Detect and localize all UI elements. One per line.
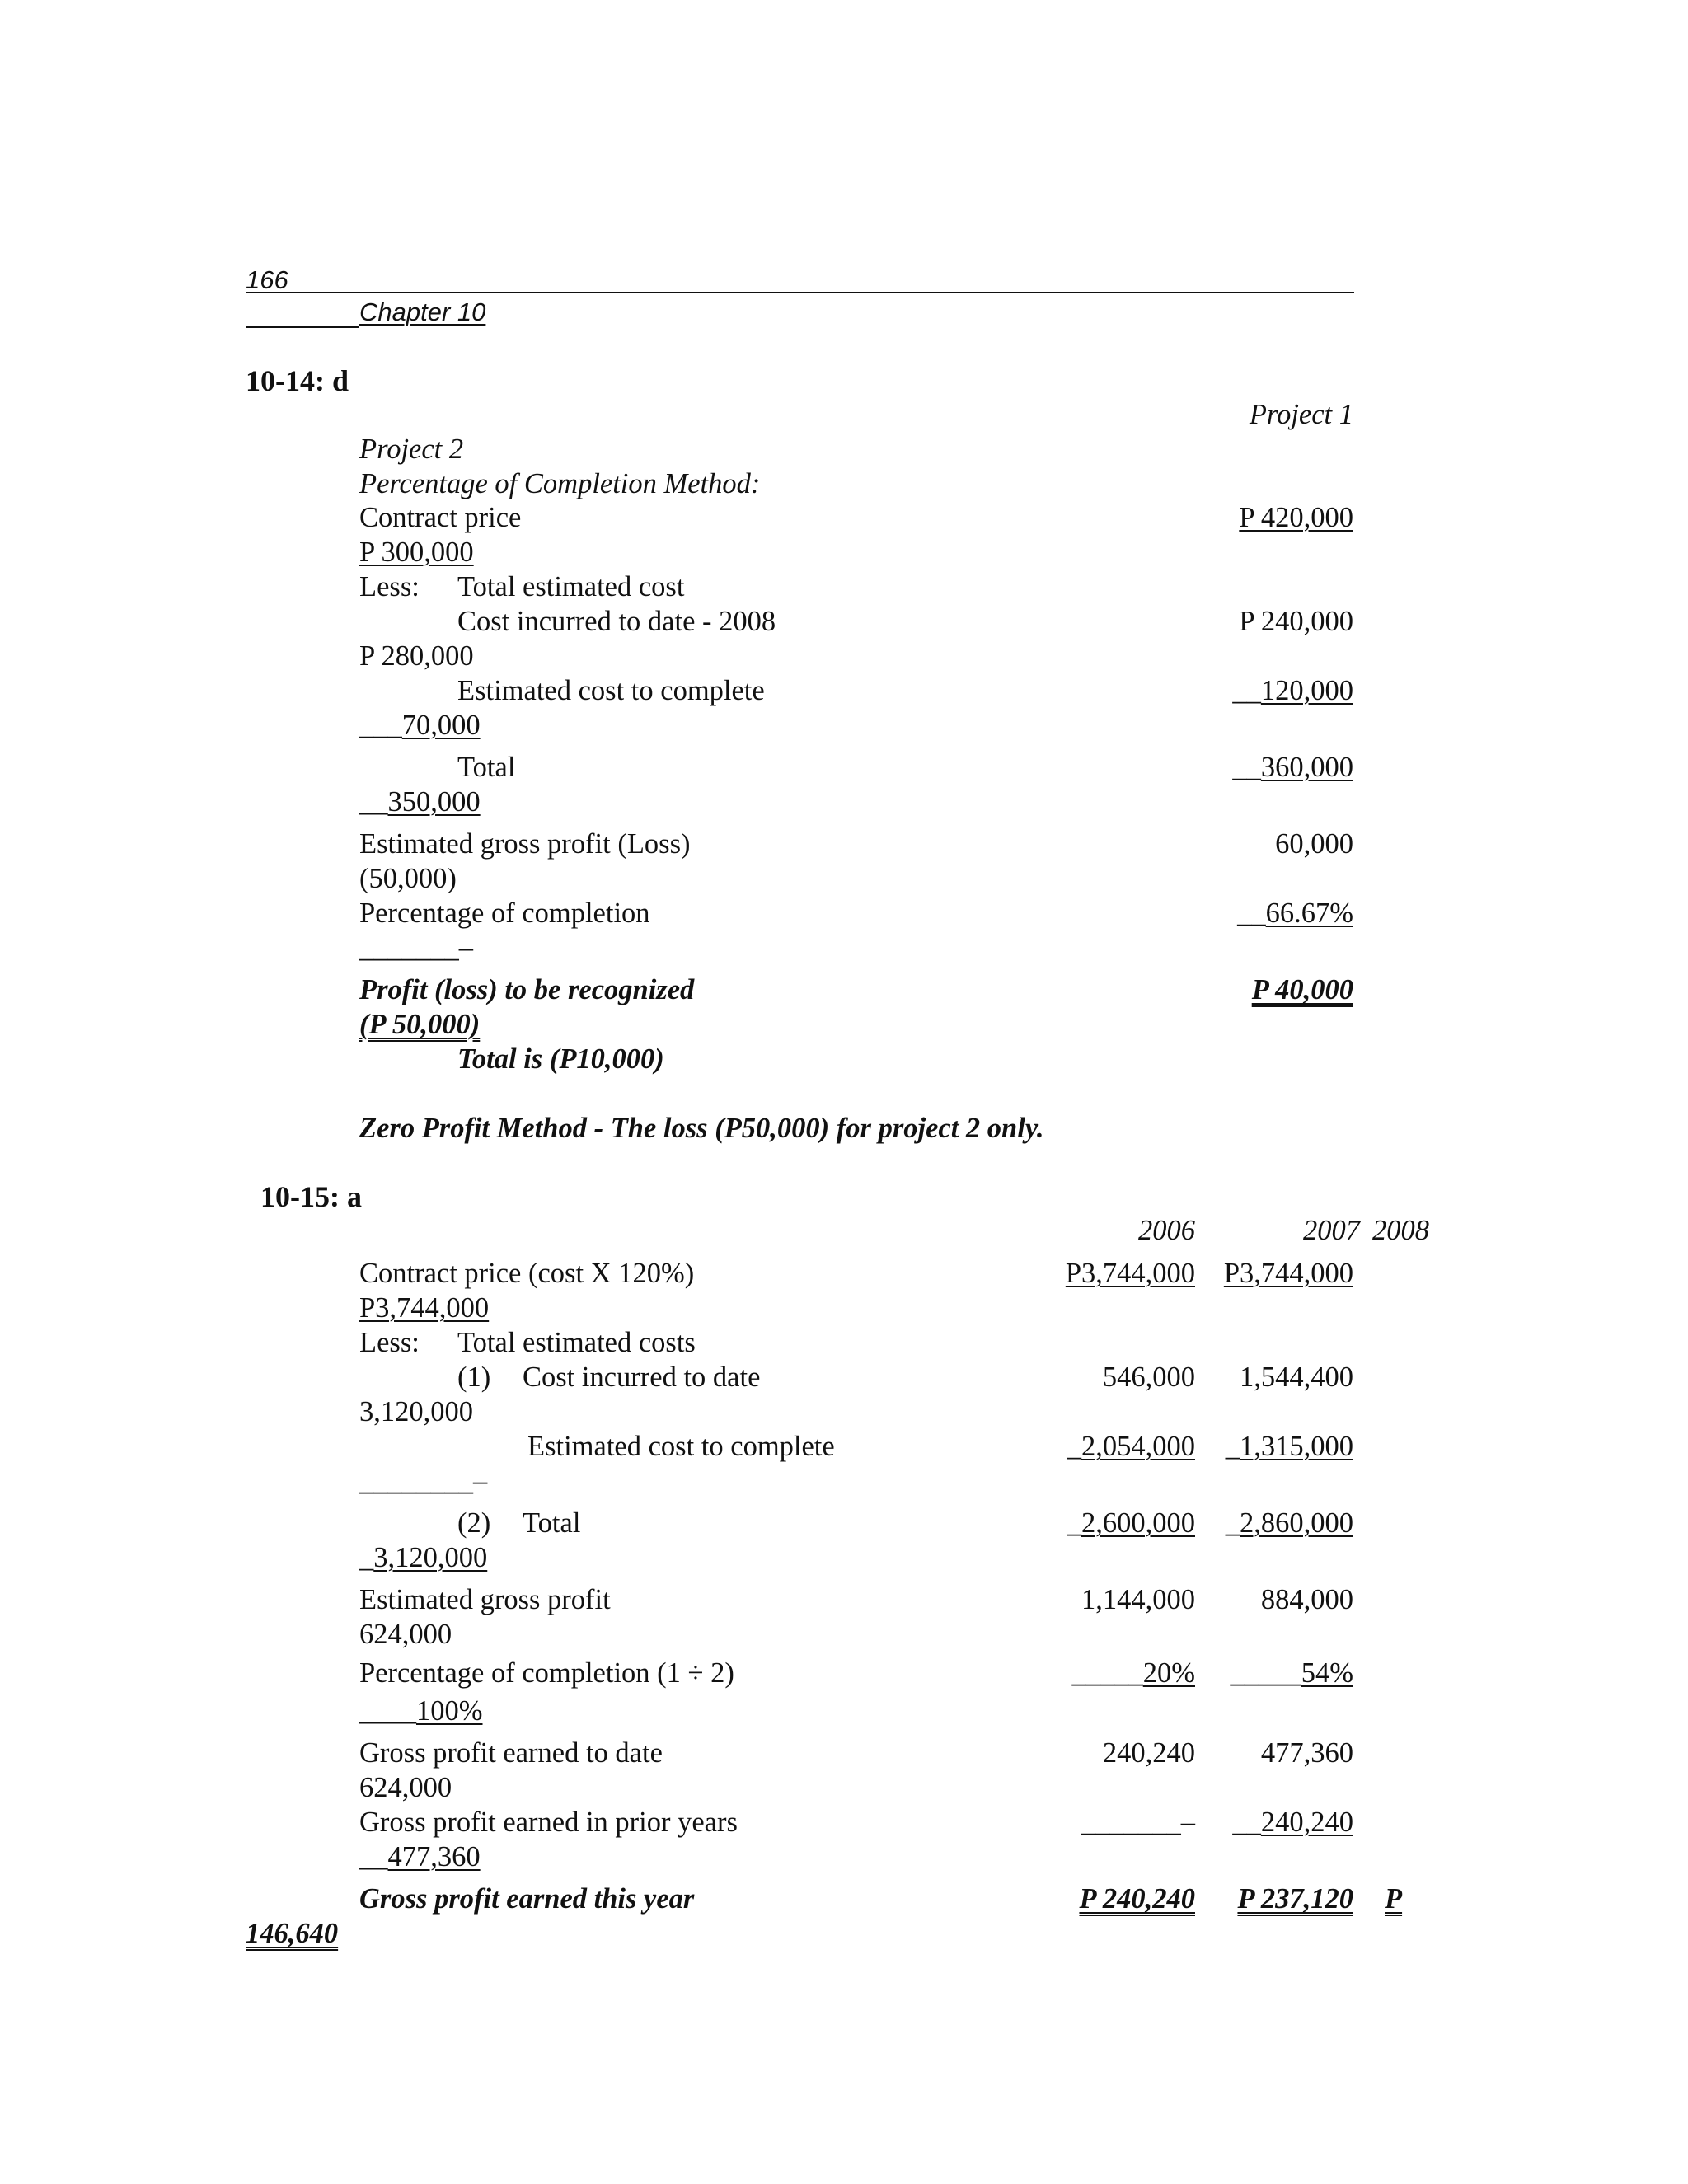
- underline-leader: __: [1232, 1807, 1261, 1838]
- total-project-2: [359, 785, 481, 819]
- chapter-title: Chapter 10: [359, 298, 486, 326]
- item-1-number: (1): [457, 1361, 491, 1393]
- amount: 2,054,000: [1081, 1431, 1195, 1462]
- amount: 100%: [416, 1695, 483, 1727]
- gp-this-year-2006: P 240,240: [1079, 1883, 1195, 1915]
- underline-leader: __: [1232, 675, 1261, 706]
- header-rule-top: [246, 292, 1354, 293]
- gp-to-date-2008: 624,000: [359, 1772, 452, 1803]
- underline-leader: ___: [359, 710, 402, 741]
- year-2007-header: 2007: [1303, 1215, 1360, 1246]
- amount: 2,600,000: [1081, 1507, 1195, 1539]
- contract-price-2006: P3,744,000: [1065, 1258, 1195, 1289]
- cost-to-date-project-1: P 240,000: [1239, 606, 1353, 637]
- gross-profit-2007: 884,000: [1260, 1584, 1353, 1615]
- zero-profit-note: Zero Profit Method - The loss (P50,000) for project 2 only.: [359, 1113, 1044, 1144]
- cost-to-date-label: Cost incurred to date - 2008: [457, 606, 776, 637]
- underline-leader: __: [1232, 752, 1261, 783]
- underline-leader: ____: [359, 1695, 416, 1727]
- est-cost-to-complete-project-1: [1232, 673, 1353, 708]
- contract-price-project-2: P 300,000: [359, 537, 474, 568]
- amount: 240,240: [1260, 1807, 1353, 1838]
- est-cost-to-complete-2007: [1226, 1429, 1353, 1464]
- gp-this-year-label: Gross profit earned this year: [359, 1883, 695, 1915]
- amount: 70,000: [401, 710, 481, 741]
- total-label: Total: [523, 1507, 581, 1539]
- contract-price-label: Contract price (cost X 120%): [359, 1258, 695, 1289]
- gp-prior-years-2006: _______–: [1081, 1807, 1195, 1838]
- underline-leader: _: [1225, 1431, 1240, 1462]
- project-2-header: Project 2: [359, 434, 464, 465]
- total-2006: [1067, 1506, 1195, 1540]
- est-cost-to-complete-label: Estimated cost to complete: [528, 1431, 835, 1462]
- gp-this-year-2007: P 237,120: [1237, 1883, 1353, 1915]
- year-2006-header: 2006: [1138, 1215, 1195, 1246]
- cost-to-date-2008: 3,120,000: [359, 1396, 473, 1427]
- header-rule-left: [246, 326, 359, 328]
- less-label: Less:: [359, 1327, 420, 1358]
- pct-completion-2006: [1072, 1656, 1196, 1690]
- total-is-note: Total is (P10,000): [457, 1043, 664, 1075]
- gross-profit-2006: 1,144,000: [1081, 1584, 1195, 1615]
- gp-to-date-label: Gross profit earned to date: [359, 1737, 663, 1769]
- pct-completion-project-1: [1237, 896, 1353, 930]
- profit-recognized-project-1: P 40,000: [1251, 974, 1353, 1005]
- page-number: 166: [246, 265, 288, 294]
- est-cost-to-complete-project-2: [359, 708, 481, 743]
- year-2008-header: 2008: [1372, 1215, 1429, 1246]
- problem-10-15-label: 10-15: a: [260, 1180, 362, 1213]
- gp-prior-years-2007: [1232, 1805, 1353, 1840]
- gross-profit-label: Estimated gross profit (Loss): [359, 828, 691, 860]
- underline-leader: __: [1237, 898, 1266, 929]
- amount: 350,000: [387, 786, 481, 818]
- contract-price-project-1: P 420,000: [1239, 502, 1353, 533]
- gross-profit-project-1: 60,000: [1275, 828, 1353, 860]
- amount: 1,315,000: [1240, 1431, 1353, 1462]
- gp-prior-years-label: Gross profit earned in prior years: [359, 1807, 738, 1838]
- item-2-number: (2): [457, 1507, 491, 1539]
- amount: 20%: [1142, 1657, 1195, 1689]
- cost-to-date-project-2: P 280,000: [359, 640, 474, 672]
- profit-recognized-project-2: (P 50,000): [359, 1009, 481, 1040]
- total-label: Total: [457, 752, 516, 783]
- amount: 54%: [1301, 1657, 1353, 1689]
- amount: 66.67%: [1265, 898, 1353, 929]
- problem-10-14-label: 10-14: d: [246, 364, 349, 397]
- est-cost-to-complete-2008: ________–: [359, 1465, 488, 1497]
- underline-leader: __: [359, 786, 388, 818]
- pct-completion-project-2: _______–: [359, 932, 473, 963]
- project-1-header: Project 1: [1249, 399, 1353, 430]
- pct-completion-2008: [359, 1694, 483, 1728]
- method-title: Percentage of Completion Method:: [359, 468, 761, 499]
- amount: 3,120,000: [373, 1542, 488, 1573]
- pct-completion-label: Percentage of completion: [359, 898, 650, 929]
- underline-leader: _____: [1230, 1657, 1301, 1689]
- contract-price-label: Contract price: [359, 502, 522, 533]
- gp-to-date-2007: 477,360: [1260, 1737, 1353, 1769]
- total-2007: [1226, 1506, 1353, 1540]
- amount: 360,000: [1260, 752, 1353, 783]
- underline-leader: _: [1067, 1507, 1081, 1539]
- pct-completion-label: Percentage of completion (1 ÷ 2): [359, 1657, 734, 1689]
- total-estimated-costs-label: Total estimated costs: [457, 1327, 696, 1358]
- est-cost-to-complete-label: Estimated cost to complete: [457, 675, 765, 706]
- cost-to-date-label: Cost incurred to date: [523, 1361, 761, 1393]
- underline-leader: _____: [1071, 1657, 1143, 1689]
- gp-prior-years-2008: [359, 1840, 481, 1874]
- underline-leader: _: [359, 1542, 374, 1573]
- contract-price-2007: P3,744,000: [1223, 1258, 1353, 1289]
- total-estimated-cost-label: Total estimated cost: [457, 571, 685, 602]
- cost-to-date-2006: 546,000: [1102, 1361, 1195, 1393]
- amount: 120,000: [1260, 675, 1353, 706]
- est-cost-to-complete-2006: [1067, 1429, 1195, 1464]
- gp-this-year-2008-prefix: P: [1385, 1883, 1403, 1915]
- less-label: Less:: [359, 571, 420, 602]
- total-2008: [359, 1540, 487, 1575]
- amount: 2,860,000: [1240, 1507, 1353, 1539]
- gp-this-year-2008: 146,640: [246, 1918, 339, 1949]
- gp-to-date-2006: 240,240: [1102, 1737, 1195, 1769]
- total-project-1: [1232, 750, 1353, 785]
- profit-recognized-label: Profit (loss) to be recognized: [359, 974, 695, 1005]
- gross-profit-label: Estimated gross profit: [359, 1584, 611, 1615]
- amount: 477,360: [387, 1841, 481, 1872]
- cost-to-date-2007: 1,544,400: [1240, 1361, 1353, 1393]
- underline-leader: __: [359, 1841, 388, 1872]
- underline-leader: _: [1225, 1507, 1240, 1539]
- gross-profit-project-2: (50,000): [359, 863, 457, 894]
- gross-profit-2008: 624,000: [359, 1619, 452, 1650]
- pct-completion-2007: [1231, 1656, 1354, 1690]
- contract-price-2008: P3,744,000: [359, 1292, 490, 1324]
- underline-leader: _: [1067, 1431, 1081, 1462]
